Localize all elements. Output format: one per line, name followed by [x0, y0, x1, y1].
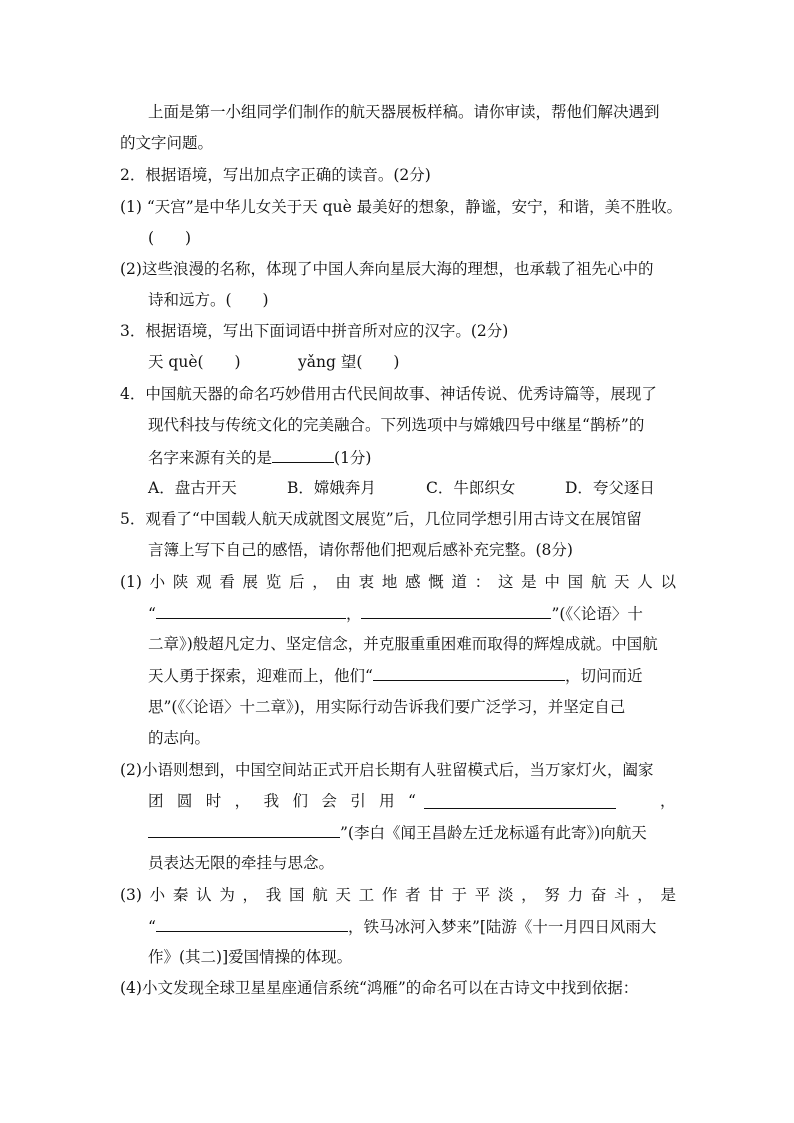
intro-line-2: 的文字问题。: [120, 134, 214, 152]
q5-p3-blank-1[interactable]: [156, 916, 348, 932]
q5-p2-blank-1[interactable]: [424, 793, 616, 809]
q5-p2-line-3: ”(李白《闻王昌龄左迁龙标遥有此寄》)向航天: [148, 822, 647, 843]
q2-sub2-line2: 诗和远方。( ): [148, 291, 269, 309]
q4-line-1: 4．中国航天器的命名巧妙借用古代民间故事、神话传说、优秀诗篇等，展现了: [120, 385, 657, 403]
q2-sub2-line1: (2)这些浪漫的名称，体现了中国人奔向星辰大海的理想，也承载了祖先心中的: [120, 260, 654, 278]
q4-line-2: 现代科技与传统文化的完美融合。下列选项中与嫦娥四号中继星“鹊桥”的: [148, 416, 645, 434]
q5-p2-line-1: (2)小语则想到，中国空间站正式开启长期有人驻留模式后，当万家灯火，阖家: [120, 761, 654, 779]
q5-line-2: 言簿上写下自己的感悟，请你帮他们把观后感补充完整。(8分): [148, 541, 573, 559]
exam-page: 上面是第一小组同学们制作的航天器展板样稿。请你审读，帮他们解决遇到 的文字问题。 2．根据语境，写出加点字正确的读音。(2分) (1) “天宫”是中华儿女关于天 què 最美好的想象，静谧，安宁，和谐，美不胜收。 ( ) (2)这些浪漫的名称，体现了中国人奔向星辰大海的理想，也承载了祖先心中的 诗和远方。( ) 3．根据语境，写出下面词语中拼音所对应的汉字。(2分) 天 què( ) yǎng 望( ) 4．中国航天器的命名巧妙借用古代民间故事、神话传说、优秀诗篇等，展现了 现代科技与传统文化的完美融合。下列选项中与嫦娥四号中继星“鹊桥”的 名字来源有关的是 (1分) A．盘古开天 B．嫦娥奔月 C．牛郎织女 D．夸父逐日 5．观看了“中国载人航天成就图文展览”后，几位同学想引用古诗文在展馆留 言簿上写下自己的感悟，请你帮他们把观后感补充完整。(8分) (1) 小 陕 观 看 展 览 后 ， 由 衷 地 感 慨 道 ： 这 是 中 国 航 天 人 以 “ ， ”(《〈论语〉十 二章》)般超凡定力、坚定信念，并克服重重困难而取得的辉煌成就。中国航 天人勇于探索，迎难而上，他们“ ，切问而近 思”(《〈论语〉十二章》)，用实际行动告诉我们要广泛学习，并坚定自己 的志向。 (2)小语则想到，中国空间站正式开启长期有人驻留模式后，当万家灯火，阖家 团 圆 时 ， 我 们 会 引 用 “ ， ”(李白《闻王昌龄左迁龙标遥有此寄》)向航天 员表达无限的牵挂与思念。 (3) 小 秦 认 为 ， 我 国 航 天 工 作 者 甘 于 平 淡 ， 努 力 奋 斗 ， 是 “ ，铁马冰河入梦来”[陆游《十一月四日风雨大 作》(其二)]爱国情操的体现。 (4)小文发现全球卫星星座通信系统“鸿雁”的命名可以在古诗文中找到依据：: [120, 103, 683, 997]
q4-option-d[interactable]: D．夸父逐日: [565, 479, 655, 497]
q4-option-b[interactable]: B．嫦娥奔月: [287, 479, 376, 497]
q2-sub1-answer-blank[interactable]: ( ): [148, 229, 192, 247]
q3-item-2[interactable]: yǎng 望( ): [298, 353, 400, 371]
q4-option-a[interactable]: A．盘古开天: [148, 479, 237, 497]
q5-p1-line-6: 的志向。: [148, 729, 211, 747]
q5-p3-line-3: 作》(其二)]爱国情操的体现。: [148, 948, 353, 966]
q2-title: 2．根据语境，写出加点字正确的读音。(2分): [120, 166, 431, 184]
q5-p1-line-2: “ ， ”(《〈论语〉十: [148, 605, 643, 623]
q5-p1-line-4: 天人勇于探索，迎难而上，他们“ ，切问而近: [148, 667, 643, 685]
q5-p1-line-1: (1) 小 陕 观 看 展 览 后 ， 由 衷 地 感 慨 道 ： 这 是 中 国 航 天 人 以: [120, 573, 676, 591]
q4-answer-blank[interactable]: [272, 447, 334, 463]
q5-line-1: 5．观看了“中国载人航天成就图文展览”后，几位同学想引用古诗文在展馆留: [120, 510, 642, 528]
q2-sub1-line1: (1) “天宫”是中华儿女关于天 què 最美好的想象，静谧，安宁，和谐，美不胜收。: [120, 198, 683, 216]
q5-p2-blank-2[interactable]: [148, 822, 340, 838]
q5-p2-line-2-text: 团 圆 时 ， 我 们 会 引 用 “: [148, 792, 416, 810]
q5-p3-line-1: (3) 小 秦 认 为 ， 我 国 航 天 工 作 者 甘 于 平 淡 ， 努 力 奋 斗 ， 是: [120, 886, 676, 904]
q4-score: (1分): [334, 449, 372, 467]
q4-line-3-text: 名字来源有关的是: [148, 449, 273, 467]
q5-p2-line-4: 员表达无限的牵挂与思念。: [148, 854, 335, 872]
q5-p1-line-5: 思”(《〈论语〉十二章》)，用实际行动告诉我们要广泛学习，并坚定自己: [148, 698, 626, 716]
q3-item-1[interactable]: 天 què( ): [148, 353, 241, 371]
q5-p1-line-3: 二章》)般超凡定力、坚定信念，并克服重重困难而取得的辉煌成就。中国航: [148, 635, 658, 653]
q4-option-c[interactable]: C．牛郎织女: [426, 479, 516, 497]
q3-title: 3．根据语境，写出下面词语中拼音所对应的汉字。(2分): [120, 322, 509, 340]
q5-p1-blank-3[interactable]: [373, 665, 565, 681]
intro-line-1: 上面是第一小组同学们制作的航天器展板样稿。请你审读，帮他们解决遇到: [148, 103, 660, 121]
q4-line-3: [148, 447, 371, 468]
q5-p3-line-2: “ ，铁马冰河入梦来”[陆游《十一月四日风雨大: [148, 918, 657, 936]
q5-p1-blank-2[interactable]: [361, 603, 551, 619]
q5-p1-blank-1[interactable]: [156, 603, 346, 619]
q5-p4-line-1: (4)小文发现全球卫星星座通信系统“鸿雁”的命名可以在古诗文中找到依据：: [120, 979, 639, 997]
